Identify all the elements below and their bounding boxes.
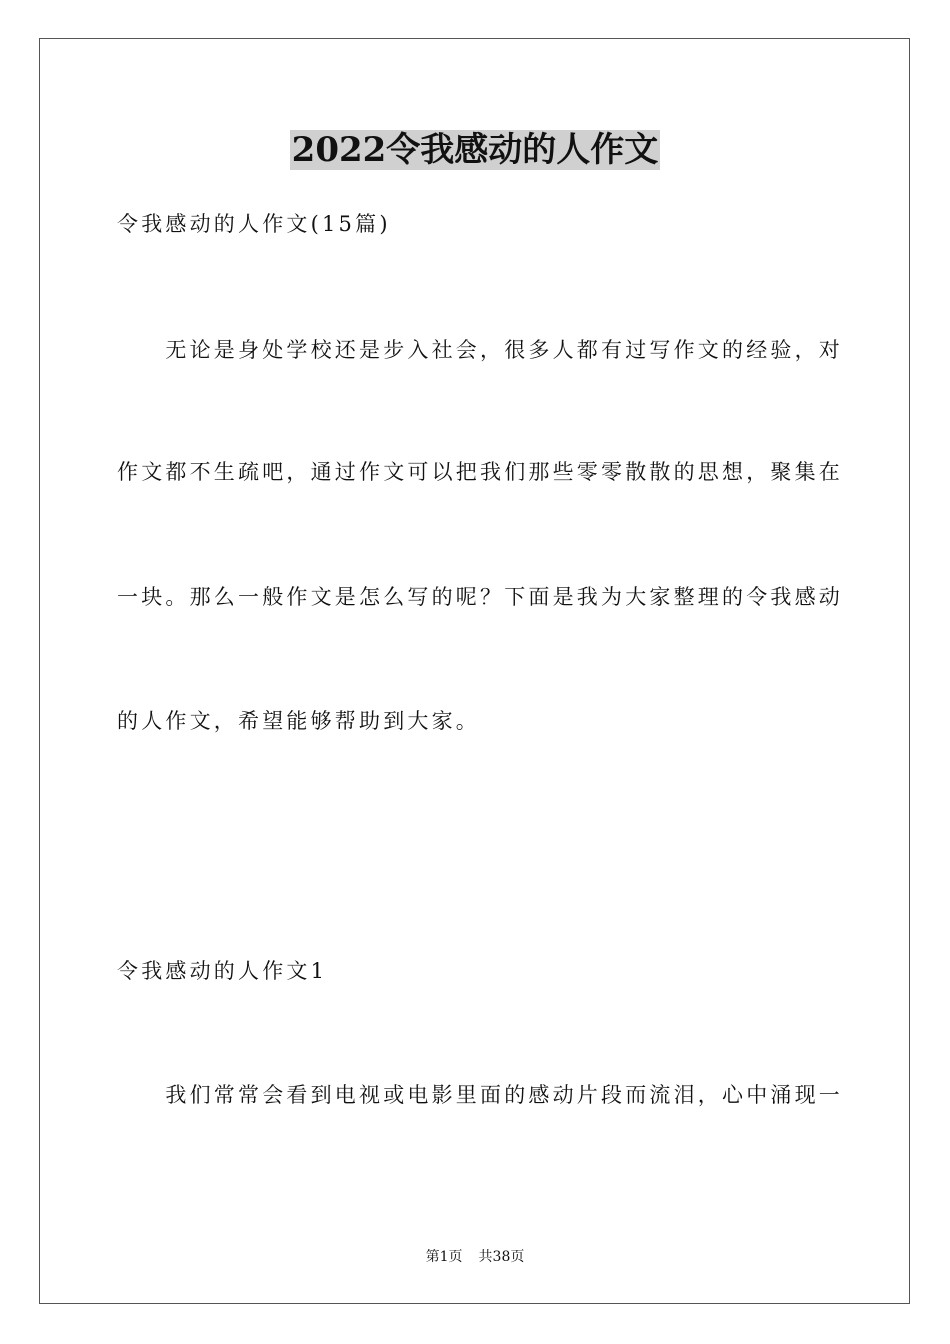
page-total: 共38页 [478,1249,525,1265]
page-number: 第1页 [425,1249,463,1265]
document-title [0,128,950,172]
section-heading: 令我感动的人作文1 [117,959,328,983]
paragraph-line: 一块。那么一般作文是怎么写的呢？下面是我为大家整理的令我感动 [117,585,843,609]
document-subtitle: 令我感动的人作文(15篇) [117,212,391,236]
paragraph-line: 无论是身处学校还是步入社会，很多人都有过写作文的经验，对 [117,338,843,362]
paragraph-line: 作文都不生疏吧，通过作文可以把我们那些零零散散的思想，聚集在 [117,460,843,484]
paragraph-line: 我们常常会看到电视或电影里面的感动片段而流泪，心中涌现一 [117,1083,843,1107]
document-title-text: 2022令我感动的人作文 [291,130,659,170]
page-footer [0,1248,950,1266]
paragraph-line: 的人作文，希望能够帮助到大家。 [117,709,480,733]
